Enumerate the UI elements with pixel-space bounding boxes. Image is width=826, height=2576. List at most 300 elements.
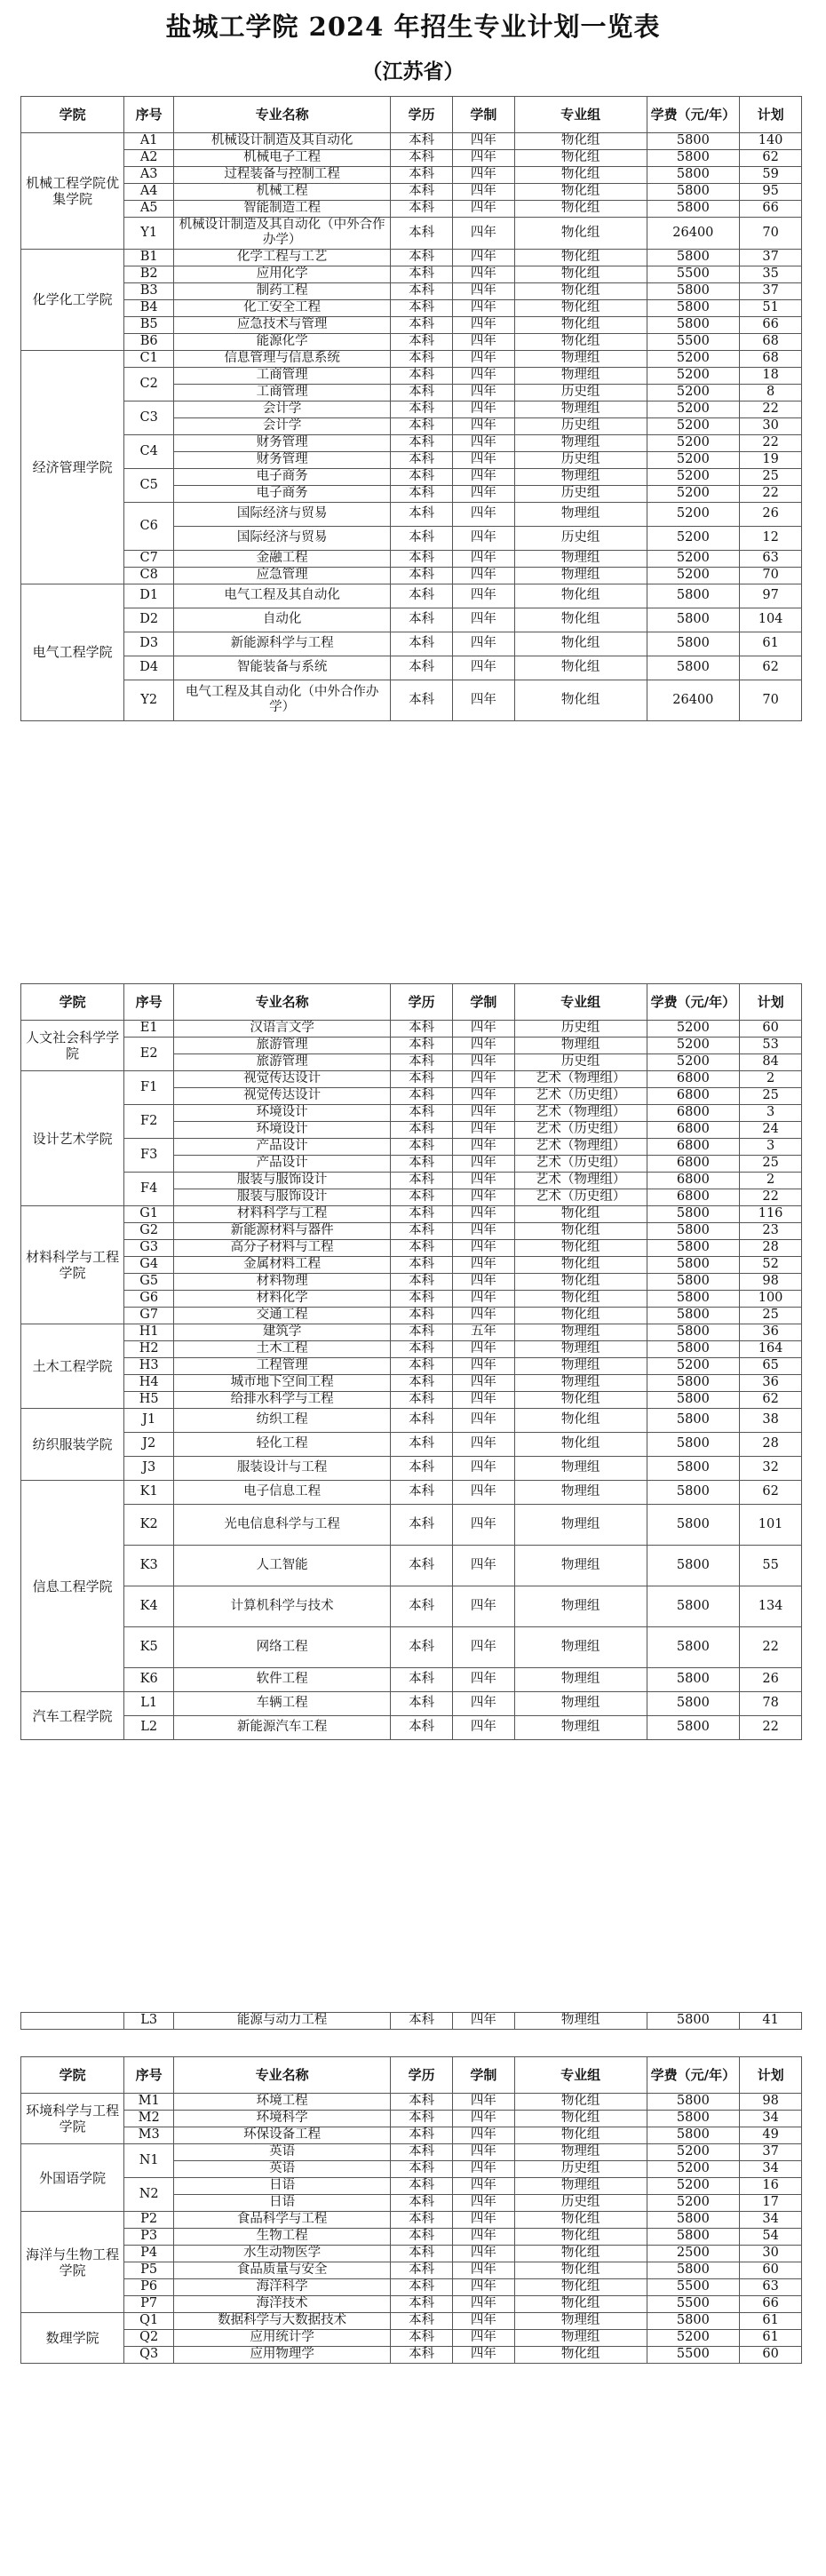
- group-cell: 艺术（物理组）: [514, 1173, 647, 1189]
- duration-cell: 四年: [452, 1375, 514, 1392]
- plan-cell: 30: [740, 417, 802, 434]
- plan-cell: 36: [740, 1324, 802, 1341]
- code-cell: G2: [124, 1223, 174, 1240]
- major-cell: 英语: [174, 2144, 391, 2161]
- duration-cell: 四年: [452, 201, 514, 218]
- duration-cell: 四年: [452, 1274, 514, 1291]
- table-row: [21, 2094, 802, 2111]
- college-cell: 外国语学院: [21, 2144, 124, 2212]
- plan-cell: 62: [740, 656, 802, 680]
- plan-cell: 25: [740, 468, 802, 485]
- fee-cell: 5200: [647, 451, 740, 468]
- college-cell: 人文社会科学学院: [21, 1021, 124, 1071]
- header-group: 专业组: [514, 984, 647, 1021]
- major-cell: 财务管理: [174, 451, 391, 468]
- table-row: [21, 2127, 802, 2144]
- code-cell: D1: [124, 584, 174, 608]
- fee-cell: 6800: [647, 1156, 740, 1173]
- major-cell: 车辆工程: [174, 1692, 391, 1716]
- group-cell: 物理组: [514, 1341, 647, 1358]
- duration-cell: 四年: [452, 1692, 514, 1716]
- major-cell: 新能源汽车工程: [174, 1716, 391, 1740]
- major-cell: 制药工程: [174, 282, 391, 299]
- fee-cell: 5200: [647, 350, 740, 367]
- degree-cell: 本科: [391, 2144, 453, 2161]
- fee-cell: 26400: [647, 680, 740, 720]
- header-major: 专业名称: [174, 2057, 391, 2094]
- table-row: [21, 2229, 802, 2246]
- duration-cell: 四年: [452, 2144, 514, 2161]
- group-cell: 物理组: [514, 1627, 647, 1668]
- group-cell: 艺术（物理组）: [514, 1139, 647, 1156]
- table-row: [21, 401, 802, 417]
- table-row: [21, 201, 802, 218]
- duration-cell: 四年: [452, 1071, 514, 1088]
- fee-cell: 5200: [647, 2195, 740, 2212]
- fee-cell: 6800: [647, 1105, 740, 1122]
- duration-cell: 四年: [452, 1054, 514, 1071]
- college-cell: 化学化工学院: [21, 249, 124, 350]
- table-row: [21, 584, 802, 608]
- plan-cell: 100: [740, 1291, 802, 1308]
- table-row: [21, 656, 802, 680]
- degree-cell: 本科: [391, 1274, 453, 1291]
- college-cell: 设计艺术学院: [21, 1071, 124, 1206]
- degree-cell: 本科: [391, 266, 453, 282]
- major-cell: 海洋技术: [174, 2296, 391, 2313]
- code-cell: H2: [124, 1341, 174, 1358]
- code-cell: P4: [124, 2246, 174, 2262]
- plan-cell: 26: [740, 502, 802, 526]
- code-cell: H5: [124, 1392, 174, 1409]
- duration-cell: 四年: [452, 526, 514, 550]
- code-cell: P7: [124, 2296, 174, 2313]
- duration-cell: 四年: [452, 2111, 514, 2127]
- degree-cell: 本科: [391, 1054, 453, 1071]
- code-cell: G3: [124, 1240, 174, 1257]
- fee-cell: 5800: [647, 1481, 740, 1505]
- major-cell: 化学工程与工艺: [174, 249, 391, 266]
- fee-cell: 6800: [647, 1173, 740, 1189]
- table-row: [21, 1038, 802, 1054]
- group-cell: 艺术（历史组）: [514, 1189, 647, 1206]
- fee-cell: 5800: [647, 1223, 740, 1240]
- college-cell: 信息工程学院: [21, 1481, 124, 1692]
- major-cell: 机械工程: [174, 184, 391, 201]
- code-cell: Q1: [124, 2313, 174, 2330]
- duration-cell: 四年: [452, 167, 514, 184]
- plan-cell: 97: [740, 584, 802, 608]
- plan-cell: 24: [740, 1122, 802, 1139]
- major-cell: 信息管理与信息系统: [174, 350, 391, 367]
- header-degree: 学历: [391, 2057, 453, 2094]
- group-cell: 历史组: [514, 1021, 647, 1038]
- plan-cell: 52: [740, 1257, 802, 1274]
- group-cell: 物化组: [514, 299, 647, 316]
- degree-cell: 本科: [391, 2296, 453, 2313]
- code-cell: C7: [124, 550, 174, 567]
- group-cell: 历史组: [514, 526, 647, 550]
- code-cell: B4: [124, 299, 174, 316]
- table-row: [21, 1409, 802, 1433]
- code-cell: L1: [124, 1692, 174, 1716]
- major-cell: 工商管理: [174, 367, 391, 384]
- code-cell: N2: [124, 2178, 174, 2212]
- code-cell: K2: [124, 1505, 174, 1546]
- duration-cell: 四年: [452, 249, 514, 266]
- fee-cell: 5200: [647, 485, 740, 502]
- major-cell: 食品质量与安全: [174, 2262, 391, 2279]
- group-cell: 物理组: [514, 1692, 647, 1716]
- degree-cell: 本科: [391, 1433, 453, 1457]
- fee-cell: 5800: [647, 184, 740, 201]
- major-cell: 网络工程: [174, 1627, 391, 1668]
- header-fee: 学费（元/年）: [647, 97, 740, 133]
- group-cell: 物化组: [514, 266, 647, 282]
- duration-cell: 四年: [452, 2094, 514, 2111]
- code-cell: L2: [124, 1716, 174, 1740]
- duration-cell: 四年: [452, 133, 514, 150]
- code-cell: Y1: [124, 218, 174, 250]
- group-cell: 物理组: [514, 350, 647, 367]
- group-cell: 物化组: [514, 184, 647, 201]
- code-cell: P3: [124, 2229, 174, 2246]
- degree-cell: 本科: [391, 1692, 453, 1716]
- group-cell: 物化组: [514, 1392, 647, 1409]
- plan-cell: 68: [740, 333, 802, 350]
- major-cell: 智能装备与系统: [174, 656, 391, 680]
- degree-cell: 本科: [391, 1088, 453, 1105]
- fee-cell: 5800: [647, 2212, 740, 2229]
- group-cell: 物化组: [514, 249, 647, 266]
- plan-cell: 17: [740, 2195, 802, 2212]
- plan-cell: 60: [740, 2347, 802, 2364]
- group-cell: 物化组: [514, 2127, 647, 2144]
- degree-cell: 本科: [391, 1038, 453, 1054]
- duration-cell: 四年: [452, 1189, 514, 1206]
- table-row: [21, 550, 802, 567]
- degree-cell: 本科: [391, 2161, 453, 2178]
- header-major: 专业名称: [174, 984, 391, 1021]
- plan-cell: 23: [740, 1223, 802, 1240]
- plan-cell: 61: [740, 2313, 802, 2330]
- code-cell: A2: [124, 150, 174, 167]
- degree-cell: 本科: [391, 1358, 453, 1375]
- plan-cell: 164: [740, 1341, 802, 1358]
- degree-cell: 本科: [391, 2212, 453, 2229]
- fee-cell: 5800: [647, 2262, 740, 2279]
- plan-cell: 32: [740, 1457, 802, 1481]
- code-cell: P5: [124, 2262, 174, 2279]
- fee-cell: 6800: [647, 1189, 740, 1206]
- degree-cell: 本科: [391, 1409, 453, 1433]
- group-cell: 物理组: [514, 2144, 647, 2161]
- duration-cell: 四年: [452, 1038, 514, 1054]
- header-duration: 学制: [452, 984, 514, 1021]
- plan-cell: 98: [740, 2094, 802, 2111]
- duration-cell: 四年: [452, 299, 514, 316]
- major-cell: 工程管理: [174, 1358, 391, 1375]
- code-cell: K1: [124, 1481, 174, 1505]
- degree-cell: 本科: [391, 1223, 453, 1240]
- plan-cell: 18: [740, 367, 802, 384]
- group-cell: 物理组: [514, 1358, 647, 1375]
- fee-cell: 5800: [647, 150, 740, 167]
- major-cell: 应用物理学: [174, 2347, 391, 2364]
- degree-cell: 本科: [391, 201, 453, 218]
- major-cell: 应急技术与管理: [174, 316, 391, 333]
- group-cell: 物化组: [514, 1240, 647, 1257]
- code-cell: Q2: [124, 2330, 174, 2347]
- table-row: [21, 133, 802, 150]
- page-subtitle: （江苏省）: [361, 60, 465, 83]
- group-cell: 物化组: [514, 333, 647, 350]
- major-cell: 能源化学: [174, 333, 391, 350]
- degree-cell: 本科: [391, 1105, 453, 1122]
- major-cell: 视觉传达设计: [174, 1071, 391, 1088]
- degree-cell: 本科: [391, 282, 453, 299]
- major-cell: 旅游管理: [174, 1054, 391, 1071]
- group-cell: 物化组: [514, 2262, 647, 2279]
- plan-cell: 12: [740, 526, 802, 550]
- plan-cell: 25: [740, 1308, 802, 1324]
- degree-cell: 本科: [391, 1505, 453, 1546]
- fee-cell: 5800: [647, 1692, 740, 1716]
- degree-cell: 本科: [391, 367, 453, 384]
- table-row: [21, 1257, 802, 1274]
- table-row: [21, 1173, 802, 1189]
- header-degree: 学历: [391, 97, 453, 133]
- degree-cell: 本科: [391, 1173, 453, 1189]
- duration-cell: 四年: [452, 1139, 514, 1156]
- fee-cell: 5800: [647, 1240, 740, 1257]
- code-cell: D3: [124, 632, 174, 656]
- table-row: [21, 350, 802, 367]
- table-row: [21, 1341, 802, 1358]
- degree-cell: 本科: [391, 632, 453, 656]
- plan-cell: 19: [740, 451, 802, 468]
- degree-cell: 本科: [391, 608, 453, 632]
- plan-cell: 68: [740, 350, 802, 367]
- code-cell: D2: [124, 608, 174, 632]
- code-cell: H3: [124, 1358, 174, 1375]
- table-row: [21, 1716, 802, 1740]
- college-cell: 经济管理学院: [21, 350, 124, 584]
- degree-cell: 本科: [391, 1375, 453, 1392]
- table-row: [21, 218, 802, 250]
- degree-cell: 本科: [391, 2111, 453, 2127]
- degree-cell: 本科: [391, 184, 453, 201]
- major-cell: 材料物理: [174, 1274, 391, 1291]
- plan-cell: 62: [740, 1481, 802, 1505]
- degree-cell: 本科: [391, 1324, 453, 1341]
- degree-cell: 本科: [391, 468, 453, 485]
- degree-cell: 本科: [391, 249, 453, 266]
- degree-cell: 本科: [391, 1189, 453, 1206]
- degree-cell: 本科: [391, 150, 453, 167]
- header-group: 专业组: [514, 2057, 647, 2094]
- major-cell: 土木工程: [174, 1341, 391, 1358]
- fee-cell: 5500: [647, 266, 740, 282]
- fee-cell: 5500: [647, 333, 740, 350]
- code-cell: H1: [124, 1324, 174, 1341]
- plan-cell: 55: [740, 1546, 802, 1586]
- major-cell: 汉语言文学: [174, 1021, 391, 1038]
- degree-cell: 本科: [391, 485, 453, 502]
- fee-cell: 5800: [647, 2013, 740, 2030]
- major-cell: 建筑学: [174, 1324, 391, 1341]
- plan-cell: 30: [740, 2246, 802, 2262]
- degree-cell: 本科: [391, 299, 453, 316]
- major-cell: 自动化: [174, 608, 391, 632]
- major-cell: 产品设计: [174, 1156, 391, 1173]
- fee-cell: 5200: [647, 417, 740, 434]
- fee-cell: 5800: [647, 1716, 740, 1740]
- fee-cell: 26400: [647, 218, 740, 250]
- group-cell: 物理组: [514, 2313, 647, 2330]
- fee-cell: 5800: [647, 656, 740, 680]
- table-row: [21, 282, 802, 299]
- fee-cell: 5200: [647, 1021, 740, 1038]
- duration-cell: 四年: [452, 282, 514, 299]
- plan-cell: 101: [740, 1505, 802, 1546]
- duration-cell: 四年: [452, 485, 514, 502]
- duration-cell: 四年: [452, 2127, 514, 2144]
- plan-cell: 28: [740, 1240, 802, 1257]
- fee-cell: 5500: [647, 2296, 740, 2313]
- group-cell: 物化组: [514, 2296, 647, 2313]
- major-cell: 国际经济与贸易: [174, 526, 391, 550]
- header-college: 学院: [21, 2057, 124, 2094]
- group-cell: 艺术（物理组）: [514, 1105, 647, 1122]
- duration-cell: 四年: [452, 1308, 514, 1324]
- major-cell: 服装与服饰设计: [174, 1189, 391, 1206]
- major-cell: 给排水科学与工程: [174, 1392, 391, 1409]
- duration-cell: 四年: [452, 2330, 514, 2347]
- major-cell: 新能源科学与工程: [174, 632, 391, 656]
- code-cell: C4: [124, 434, 174, 468]
- group-cell: 历史组: [514, 384, 647, 401]
- table-row: [21, 468, 802, 485]
- table-row: [21, 1139, 802, 1156]
- fee-cell: 5500: [647, 2347, 740, 2364]
- plan-cell: 25: [740, 1088, 802, 1105]
- header-duration: 学制: [452, 2057, 514, 2094]
- plan-cell: 53: [740, 1038, 802, 1054]
- table-row: [21, 2347, 802, 2364]
- major-cell: 生物工程: [174, 2229, 391, 2246]
- fee-cell: 5200: [647, 367, 740, 384]
- table-row: [21, 266, 802, 282]
- degree-cell: 本科: [391, 451, 453, 468]
- major-cell: 能源与动力工程: [174, 2013, 391, 2030]
- fee-cell: 5800: [647, 1409, 740, 1433]
- plan-cell: 60: [740, 1021, 802, 1038]
- group-cell: 物理组: [514, 1324, 647, 1341]
- group-cell: 物理组: [514, 367, 647, 384]
- duration-cell: 四年: [452, 434, 514, 451]
- fee-cell: 5800: [647, 1274, 740, 1291]
- code-cell: C6: [124, 502, 174, 550]
- duration-cell: 四年: [452, 2212, 514, 2229]
- group-cell: 物化组: [514, 1308, 647, 1324]
- duration-cell: 四年: [452, 1341, 514, 1358]
- code-cell: B1: [124, 249, 174, 266]
- plan-cell: 62: [740, 150, 802, 167]
- fee-cell: 2500: [647, 2246, 740, 2262]
- code-cell: K5: [124, 1627, 174, 1668]
- degree-cell: 本科: [391, 1021, 453, 1038]
- duration-cell: 四年: [452, 1257, 514, 1274]
- duration-cell: 四年: [452, 2229, 514, 2246]
- group-cell: 物化组: [514, 2212, 647, 2229]
- fee-cell: 5800: [647, 2127, 740, 2144]
- major-cell: 软件工程: [174, 1668, 391, 1692]
- fee-cell: 5800: [647, 1324, 740, 1341]
- plan-cell: 70: [740, 567, 802, 584]
- degree-cell: 本科: [391, 1716, 453, 1740]
- code-cell: E2: [124, 1038, 174, 1071]
- degree-cell: 本科: [391, 680, 453, 720]
- major-cell: 纺织工程: [174, 1409, 391, 1433]
- college-cell: 材料科学与工程学院: [21, 1206, 124, 1324]
- plan-cell: 65: [740, 1358, 802, 1375]
- major-cell: 机械电子工程: [174, 150, 391, 167]
- major-cell: 材料化学: [174, 1291, 391, 1308]
- degree-cell: 本科: [391, 434, 453, 451]
- plan-table-2: [20, 983, 802, 1740]
- plan-cell: 22: [740, 1189, 802, 1206]
- plan-cell: 116: [740, 1206, 802, 1223]
- header-major: 专业名称: [174, 97, 391, 133]
- duration-cell: 四年: [452, 1206, 514, 1223]
- degree-cell: 本科: [391, 2279, 453, 2296]
- header-college: 学院: [21, 984, 124, 1021]
- major-cell: 海洋科学: [174, 2279, 391, 2296]
- duration-cell: 四年: [452, 1173, 514, 1189]
- table-row: [21, 2296, 802, 2313]
- fee-cell: 5800: [647, 133, 740, 150]
- code-cell: H4: [124, 1375, 174, 1392]
- group-cell: 物化组: [514, 1223, 647, 1240]
- code-cell: K4: [124, 1586, 174, 1627]
- plan-cell: 84: [740, 1054, 802, 1071]
- major-cell: 应用化学: [174, 266, 391, 282]
- duration-cell: 四年: [452, 333, 514, 350]
- plan-cell: 2: [740, 1173, 802, 1189]
- code-cell: K3: [124, 1546, 174, 1586]
- major-cell: 轻化工程: [174, 1433, 391, 1457]
- fee-cell: 5800: [647, 167, 740, 184]
- major-cell: 财务管理: [174, 434, 391, 451]
- plan-cell: 66: [740, 2296, 802, 2313]
- duration-cell: 四年: [452, 1716, 514, 1740]
- duration-cell: 四年: [452, 1156, 514, 1173]
- degree-cell: 本科: [391, 384, 453, 401]
- code-cell: E1: [124, 1021, 174, 1038]
- college-cell: 环境科学与工程学院: [21, 2094, 124, 2144]
- group-cell: 物理组: [514, 1586, 647, 1627]
- group-cell: 物理组: [514, 401, 647, 417]
- duration-cell: 五年: [452, 1324, 514, 1341]
- code-cell: B5: [124, 316, 174, 333]
- table-row: [21, 1206, 802, 1223]
- code-cell: D4: [124, 656, 174, 680]
- major-cell: 计算机科学与技术: [174, 1586, 391, 1627]
- fee-cell: 5200: [647, 384, 740, 401]
- degree-cell: 本科: [391, 1457, 453, 1481]
- table-row: [21, 2313, 802, 2330]
